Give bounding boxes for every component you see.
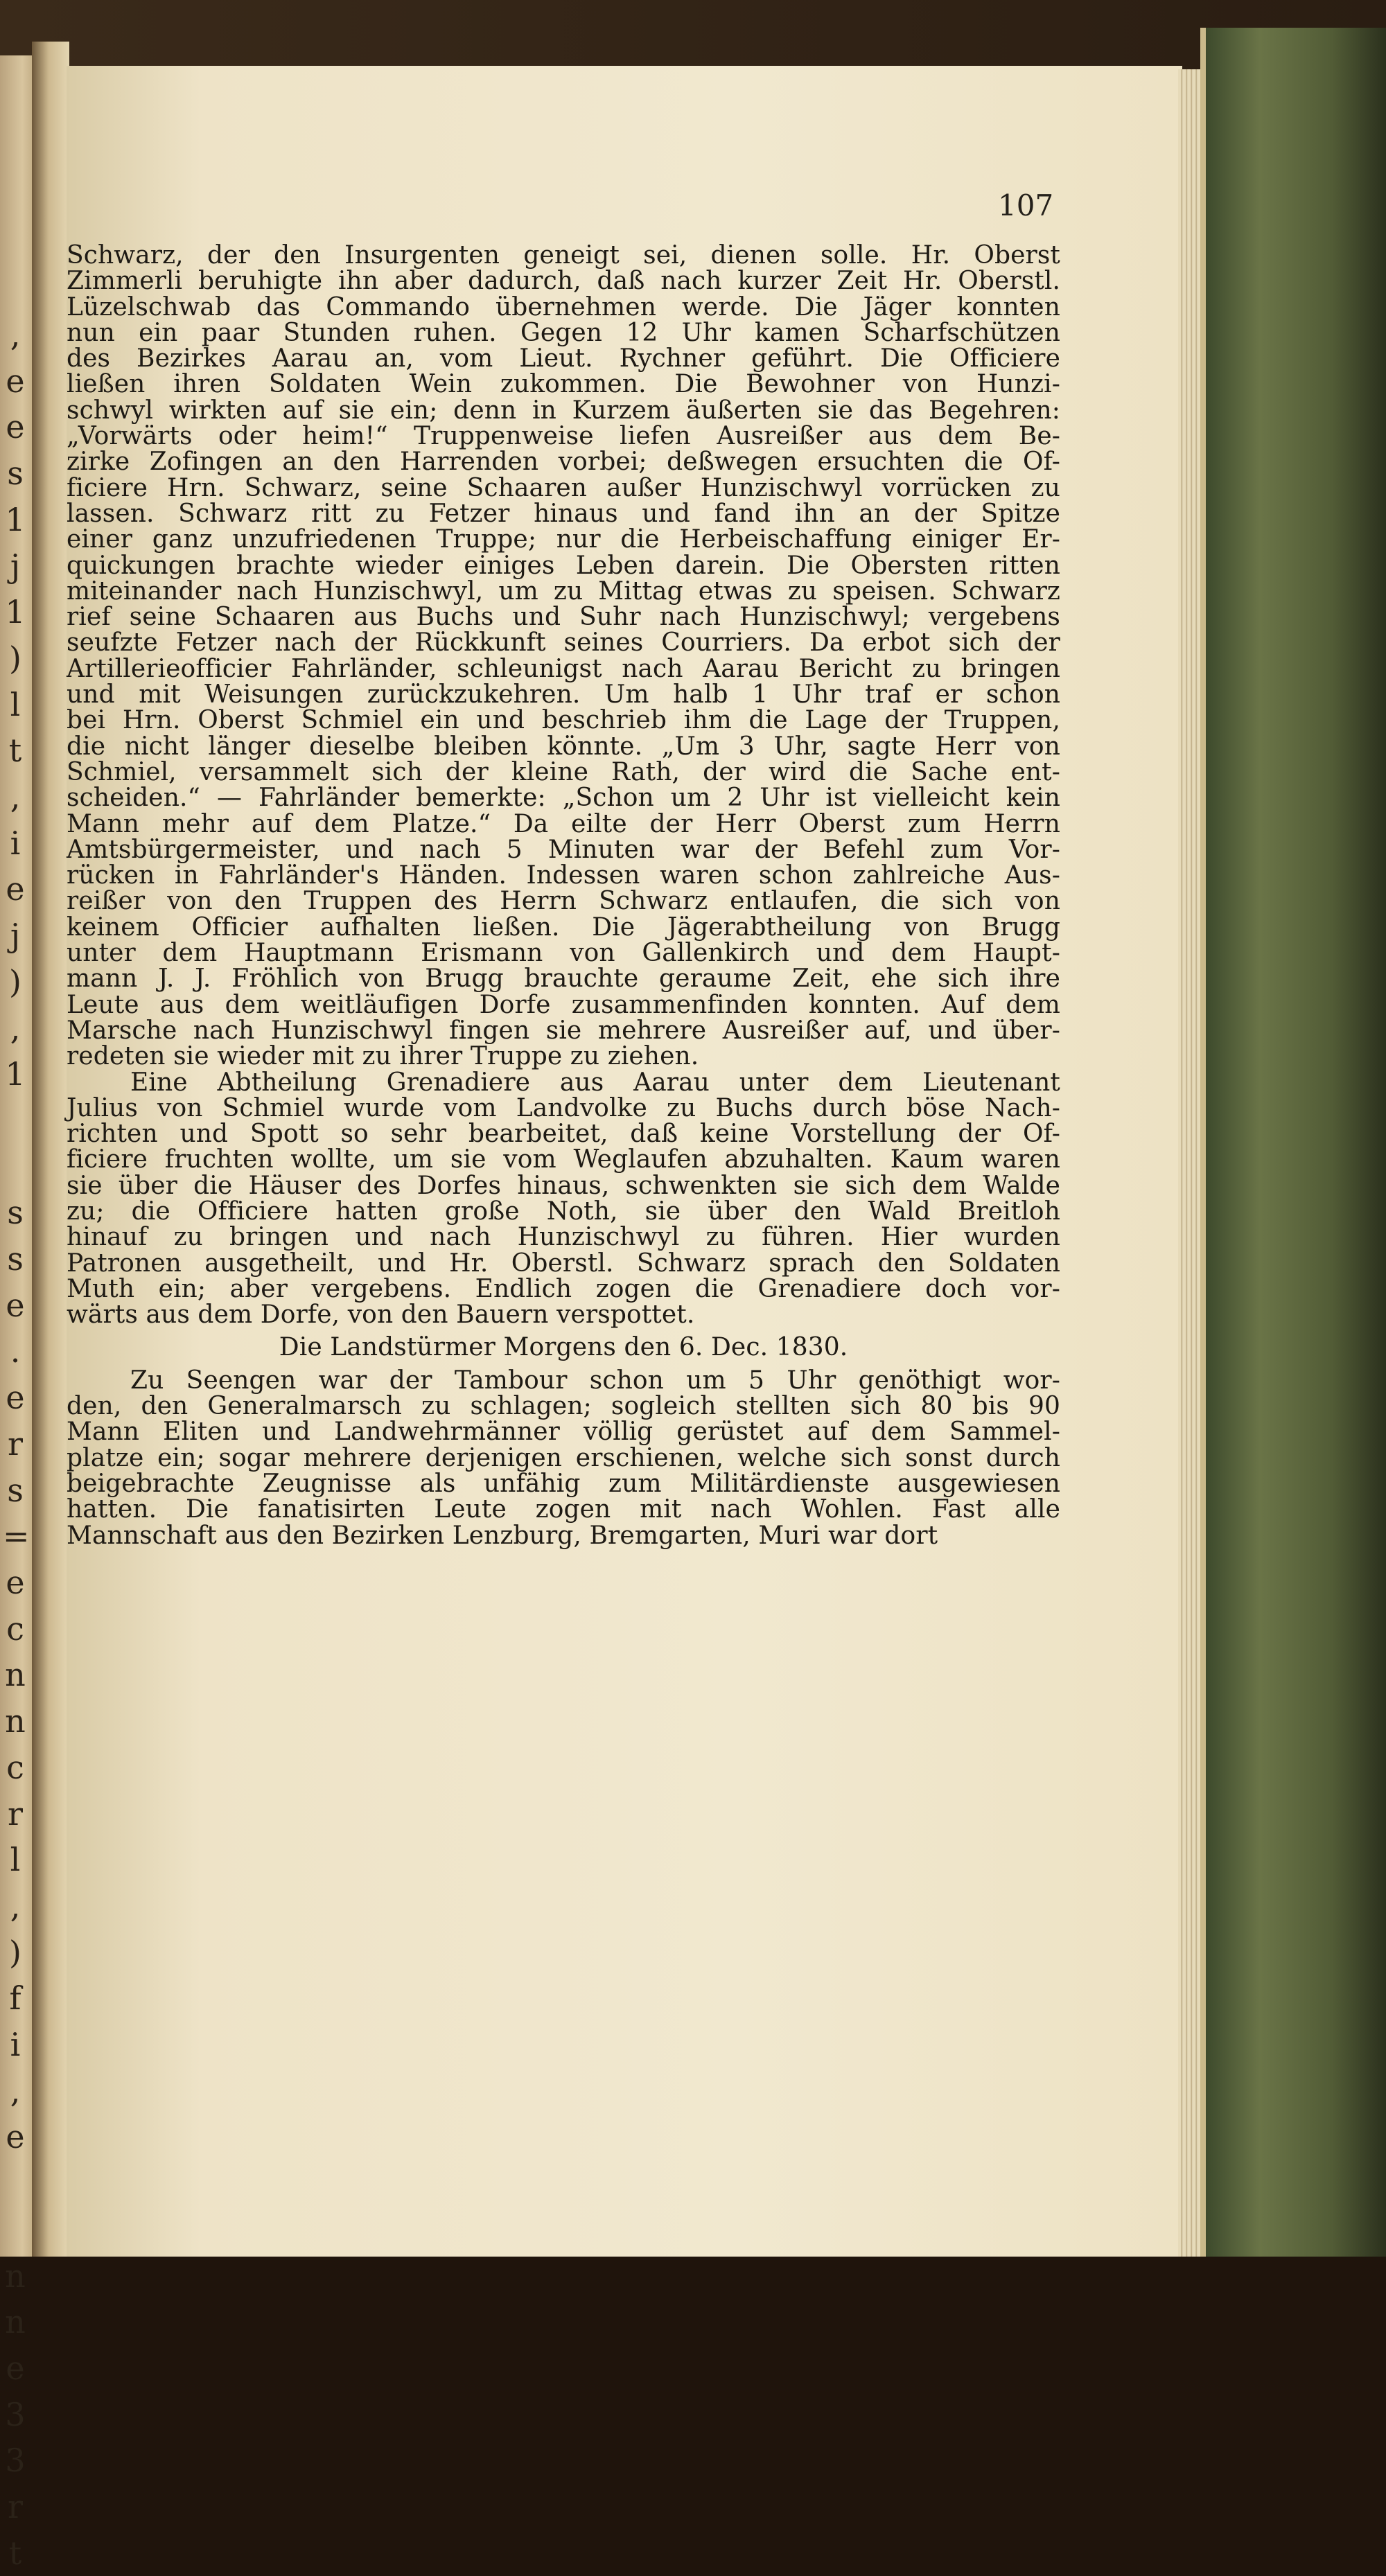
text-line: hinauf zu bringen und nach Hunzischwyl zu führen. Hier wurden bbox=[67, 1223, 1060, 1252]
section-heading: Die Landstürmer Morgens den 6. Dec. 1830. bbox=[279, 1333, 848, 1362]
text-line: mann J. J. Fröhlich von Brugg brauchte geraume Zeit, ehe sich ihre bbox=[67, 964, 1060, 994]
text-line: richten und Spott so sehr bearbeitet, daß keine Vorstellung der Of- bbox=[67, 1120, 1060, 1149]
text-line: Eine Abtheilung Grenadiere aus Aarau unter dem Lieutenant bbox=[130, 1068, 1060, 1097]
text-line: Zu Seengen war der Tambour schon um 5 Uhr genöthigt wor- bbox=[130, 1366, 1060, 1395]
green-cloth-cover bbox=[1206, 28, 1386, 2257]
text-line: quickungen brachte wieder einiges Leben darein. Die Obersten ritten bbox=[67, 551, 1060, 580]
text-line: ficiere fruchten wollte, um sie vom Weglaufen abzuhalten. Kaum waren bbox=[67, 1145, 1060, 1174]
text-line: beigebrachte Zeugnisse als unfähig zum Militärdienste ausgewiesen bbox=[67, 1469, 1060, 1498]
text-line: seufzte Fetzer nach der Rückkunft seines Courriers. Da erbot sich der bbox=[67, 628, 1060, 658]
text-line: redeten sie wieder mit zu ihrer Truppe zu ziehen. bbox=[67, 1042, 699, 1071]
text-line: Schmiel, versammelt sich der kleine Rath, der wird die Sache ent- bbox=[67, 757, 1060, 786]
text-line: Mann mehr auf dem Platze.“ Da eilte der Herr Oberst zum Herrn bbox=[67, 809, 1060, 838]
text-line: Amtsbürgermeister, und nach 5 Minuten war der Befehl zum Vor- bbox=[67, 835, 1060, 864]
text-line: platze ein; sogar mehrere derjenigen erschienen, welche sich sonst durch bbox=[67, 1443, 1060, 1472]
text-line: Lüzelschwab das Commando übernehmen werde. Die Jäger konnten bbox=[67, 292, 1060, 321]
text-line: Mann Eliten und Landwehrmänner völlig gerüstet auf dem Sammel- bbox=[67, 1418, 1060, 1447]
text-line: Muth ein; aber vergebens. Endlich zogen die Grenadiere doch vor- bbox=[67, 1274, 1060, 1303]
text-line: rücken in Fahrländer's Händen. Indessen waren schon zahlreiche Aus- bbox=[67, 861, 1060, 890]
page-number: 107 bbox=[998, 188, 1054, 222]
text-line: zirke Zofingen an den Harrenden vorbei; deßwegen ersuchten die Of- bbox=[67, 448, 1060, 477]
text-line: miteinander nach Hunzischwyl, um zu Mittag etwas zu speisen. Schwarz bbox=[67, 576, 1060, 606]
left-page-margin-characters: , e e s 1 j 1 ) l t , i e j ) , 1 s s e . e r s = e c n n c r l , ) f i , e n n e 3 3 r t bbox=[3, 316, 30, 2572]
text-line: „Vorwärts oder heim!“ Truppenweise liefen Ausreißer aus dem Be- bbox=[67, 422, 1060, 451]
text-line: Artillerieofficier Fahrländer, schleunigst nach Aarau Bericht zu bringen bbox=[67, 654, 1060, 683]
text-line: keinem Officier aufhalten ließen. Die Jägerabtheilung von Brugg bbox=[67, 912, 1060, 942]
text-line: Marsche nach Hunzischwyl fingen sie mehrere Ausreißer auf, und über- bbox=[67, 1016, 1060, 1045]
left-page-edge bbox=[0, 55, 32, 2572]
text-line: den, den Generalmarsch zu schlagen; sogleich stellten sich 80 bis 90 bbox=[67, 1392, 1060, 1421]
text-line: hatten. Die fanatisirten Leute zogen mit nach Wohlen. Fast alle bbox=[67, 1495, 1060, 1524]
book-gutter bbox=[32, 42, 69, 2257]
text-line: sie über die Häuser des Dorfes hinaus, schwenkten sie sich dem Walde bbox=[67, 1171, 1060, 1200]
text-line: unter dem Hauptmann Erismann von Gallenkirch und dem Haupt- bbox=[67, 939, 1060, 968]
text-line: und mit Weisungen zurückzukehren. Um halb 1 Uhr traf er schon bbox=[67, 680, 1060, 709]
text-line: nun ein paar Stunden ruhen. Gegen 12 Uhr kamen Scharfschützen bbox=[67, 318, 1060, 347]
text-line: die nicht länger dieselbe bleiben könnte. „Um 3 Uhr, sagte Herr von bbox=[67, 732, 1060, 761]
text-line: Leute aus dem weitläufigen Dorfe zusammenfinden konnten. Auf dem bbox=[67, 990, 1060, 1019]
text-line: lassen. Schwarz ritt zu Fetzer hinaus und fand ihn an der Spitze bbox=[67, 499, 1060, 528]
text-line: bei Hrn. Oberst Schmiel ein und beschrieb ihm die Lage der Truppen, bbox=[67, 706, 1060, 735]
text-line: Patronen ausgetheilt, und Hr. Oberstl. Schwarz sprach den Soldaten bbox=[67, 1249, 1060, 1278]
text-line: ficiere Hrn. Schwarz, seine Schaaren außer Hunzischwyl vorrücken zu bbox=[67, 473, 1060, 502]
page-text bbox=[67, 242, 1060, 1549]
text-line: Mannschaft aus den Bezirken Lenzburg, Bremgarten, Muri war dort bbox=[67, 1521, 938, 1550]
text-line: Zimmerli beruhigte ihn aber dadurch, daß nach kurzer Zeit Hr. Oberstl. bbox=[67, 267, 1060, 296]
text-line: ließen ihren Soldaten Wein zukommen. Die Bewohner von Hunzi- bbox=[67, 370, 1060, 399]
text-line: des Bezirkes Aarau an, vom Lieut. Rychner geführt. Die Officiere bbox=[67, 344, 1060, 373]
text-line: Julius von Schmiel wurde vom Landvolke zu Buchs durch böse Nach- bbox=[67, 1093, 1060, 1122]
text-line: schwyl wirkten auf sie ein; denn in Kurzem äußerten sie das Begehren: bbox=[67, 396, 1060, 425]
text-line: reißer von den Truppen des Herrn Schwarz entlaufen, die sich von bbox=[67, 887, 1060, 916]
text-line: rief seine Schaaren aus Buchs und Suhr nach Hunzischwyl; vergebens bbox=[67, 603, 1060, 632]
text-line: wärts aus dem Dorfe, von den Bauern verspottet. bbox=[67, 1300, 695, 1330]
text-line: Schwarz, der den Insurgenten geneigt sei, dienen solle. Hr. Oberst bbox=[67, 241, 1060, 270]
text-line: scheiden.“ — Fahrländer bemerkte: „Schon um 2 Uhr ist vielleicht kein bbox=[67, 784, 1060, 813]
text-line: einer ganz unzufriedenen Truppe; nur die Herbeischaffung einiger Er- bbox=[67, 525, 1060, 554]
text-line: zu; die Officiere hatten große Noth, sie über den Wald Breitloh bbox=[67, 1197, 1060, 1226]
